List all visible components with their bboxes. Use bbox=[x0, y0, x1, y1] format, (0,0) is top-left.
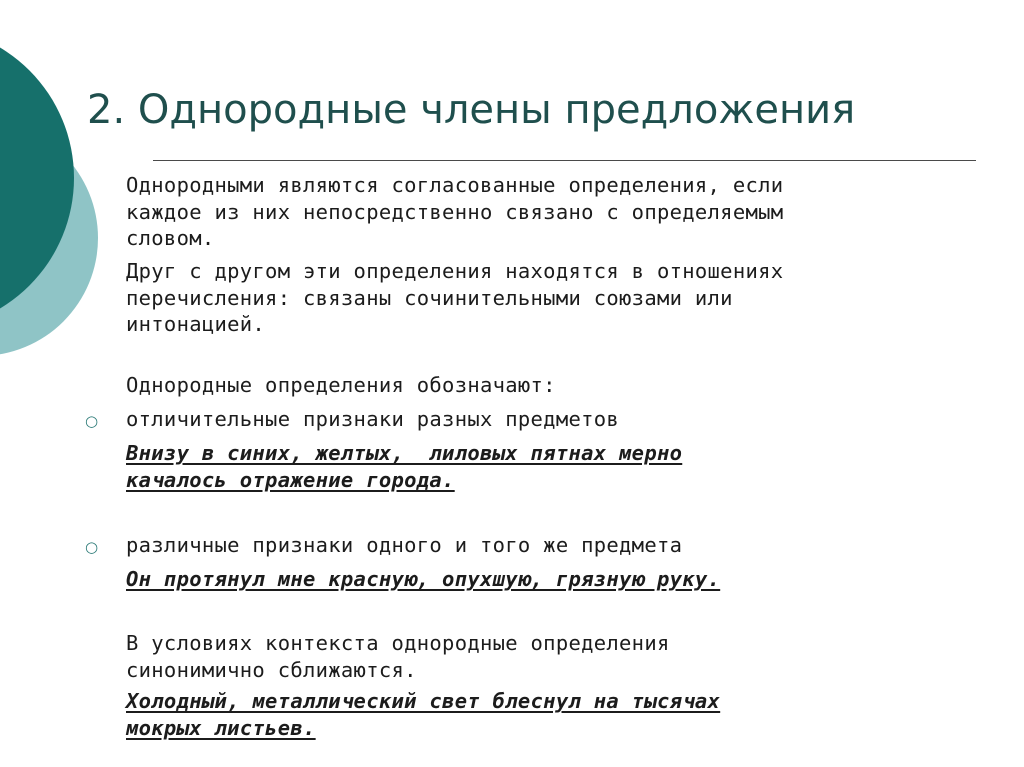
example-sentence: Внизу в синих, желтых, лиловых пятнах мерно качалось отражение города. bbox=[126, 441, 683, 492]
closing-paragraph: В условиях контекста однородные определения синонимично сближаются. bbox=[126, 631, 670, 682]
bullet-icon: ○ bbox=[85, 538, 99, 556]
list-item-text: различные признаки одного и того же предмета bbox=[126, 533, 683, 557]
second-paragraph: Друг с другом эти определения находятся в отношениях перечисления: связаны сочинительными союзами или интонацией. bbox=[126, 259, 784, 336]
bullet-icon: ○ bbox=[85, 412, 99, 430]
slide-title: 2. Однородные члены предложения bbox=[87, 87, 856, 133]
closing-example-sentence: Холодный, металлический свет блеснул на тысячах мокрых листьев. bbox=[126, 689, 721, 740]
lead-line: Однородные определения обозначают: bbox=[126, 373, 556, 397]
example-sentence: Он протянул мне красную, опухшую, грязную руку. bbox=[126, 567, 721, 591]
intro-paragraph: Однородными являются согласованные определения, если каждое из них непосредственно связано с определяемым словом. bbox=[126, 173, 784, 250]
list-item-text: отличительные признаки разных предметов bbox=[126, 407, 620, 431]
